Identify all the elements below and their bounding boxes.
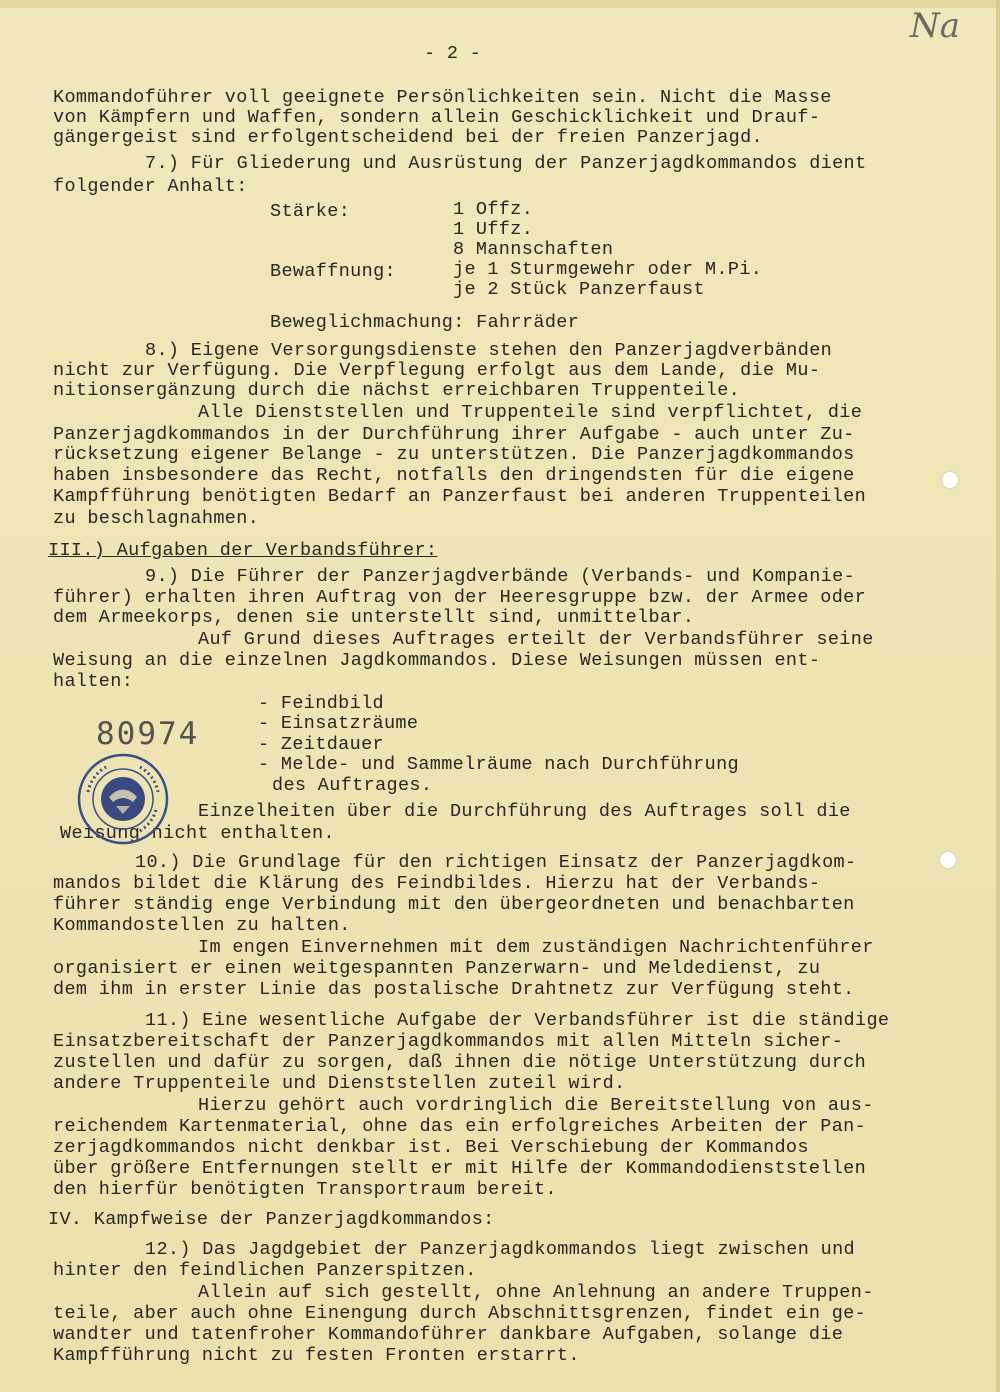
text-line: zu beschlagnahmen. — [53, 508, 260, 529]
list-item: - Zeitdauer — [258, 734, 384, 755]
text-line: führer) erhalten ihren Auftrag von der Heeresgruppe bzw. der Armee oder — [53, 587, 867, 608]
text-line: zustellen und dafür zu sorgen, daß ihnen die nötige Unterstützung durch — [53, 1052, 867, 1073]
section-heading: IV. Kampfweise der Panzerjagdkommandos: — [48, 1209, 495, 1230]
text-line: führer ständig enge Verbindung mit den übergeordneten und benachbarten — [53, 894, 855, 915]
text-line: Alle Dienststellen und Truppenteile sind verpflichtet, die — [198, 402, 863, 423]
text-line: Kommandostellen zu halten. — [53, 915, 351, 936]
text-line: Beweglichmachung: Fahrräder — [270, 312, 580, 333]
text-line: den hierfür benötigten Transportraum bereit. — [53, 1179, 557, 1200]
text-line: Kampfführung nicht zu festen Fronten erstarrt. — [53, 1345, 580, 1366]
text-line: Stärke: — [270, 201, 351, 222]
text-line: Einsatzbereitschaft der Panzerjagdkommandos mit allen Mitteln sicher- — [53, 1031, 844, 1052]
text-line: Bewaffnung: — [270, 261, 396, 282]
text-line: Hierzu gehört auch vordringlich die Bereitstellung von aus- — [198, 1095, 874, 1116]
text-line: folgender Anhalt: — [53, 176, 248, 197]
text-line: Panzerjagdkommandos in der Durchführung ihrer Aufgabe - auch unter Zu- — [53, 424, 855, 445]
text-line: nitionsergänzung durch die nächst erreichbaren Truppenteile. — [53, 380, 741, 401]
text-line: 11.) Eine wesentliche Aufgabe der Verbandsführer ist die ständige — [145, 1010, 890, 1031]
text-line: 10.) Die Grundlage für den richtigen Einsatz der Panzerjagdkom- — [135, 852, 857, 873]
text-line: wandter und tatenfroher Kommandoführer dankbare Aufgaben, solange die — [53, 1324, 844, 1345]
text-line: organisiert er einen weitgespannten Panzerwarn- und Meldedienst, zu — [53, 958, 821, 979]
section-heading: III.) Aufgaben der Verbandsführer: — [48, 540, 438, 561]
text-line: hinter den feindlichen Panzerspitzen. — [53, 1260, 477, 1281]
official-seal-stamp — [76, 752, 170, 846]
text-line: Kampfführung benötigten Bedarf an Panzerfaust bei anderen Truppenteilen — [53, 486, 867, 507]
text-line: je 1 Sturmgewehr oder M.Pi. — [453, 259, 763, 280]
text-line: mandos bildet die Klärung des Feindbildes. Hierzu hat der Verbands- — [53, 873, 821, 894]
text-line: 8 Mannschaften — [453, 239, 614, 260]
text-line: dem Armeekorps, denen sie unterstellt sind, unmittelbar. — [53, 607, 695, 628]
text-line: 1 Offz. — [453, 199, 534, 220]
text-line: 1 Uffz. — [453, 219, 534, 240]
text-line: halten: — [53, 671, 134, 692]
text-line: dem ihm in erster Linie das postalische Drahtnetz zur Verfügung steht. — [53, 979, 855, 1000]
text-line: Allein auf sich gestellt, ohne Anlehnung an andere Truppen- — [198, 1282, 874, 1303]
text-line: teile, aber auch ohne Einengung durch Abschnittsgrenzen, findet ein ge- — [53, 1303, 867, 1324]
paper-edge-right — [996, 0, 1000, 1392]
text-line: von Kämpfern und Waffen, sondern allein Geschicklichkeit und Drauf- — [53, 107, 821, 128]
text-line: Kommandoführer voll geeignete Persönlichkeiten sein. Nicht die Masse — [53, 87, 832, 108]
text-line: haben insbesondere das Recht, notfalls den dringendsten für die eigene — [53, 465, 855, 486]
text-line: Im engen Einvernehmen mit dem zuständigen Nachrichtenführer — [198, 937, 874, 958]
paper-edge-top — [0, 0, 1000, 8]
text-line: je 2 Stück Panzerfaust — [453, 279, 705, 300]
handwritten-mark: Na — [909, 6, 960, 46]
text-line: Auf Grund dieses Auftrages erteilt der Verbandsführer seine — [198, 629, 874, 650]
text-line: gängergeist sind erfolgentscheidend bei der freien Panzerjagd. — [53, 127, 764, 148]
punch-hole-bottom — [940, 852, 956, 868]
text-line: 8.) Eigene Versorgungsdienste stehen den Panzerjagdverbänden — [145, 340, 833, 361]
text-line: 9.) Die Führer der Panzerjagdverbände (Verbands- und Kompanie- — [145, 566, 856, 587]
text-line: nicht zur Verfügung. Die Verpflegung erfolgt aus dem Lande, die Mu- — [53, 360, 821, 381]
text-line: andere Truppenteile und Dienststellen zuteil wird. — [53, 1073, 626, 1094]
text-line: Weisung an die einzelnen Jagdkommandos. Diese Weisungen müssen ent- — [53, 650, 821, 671]
list-item: - Einsatzräume — [258, 713, 419, 734]
text-line: rücksetzung eigener Belange - zu unterstützen. Die Panzerjagdkommandos — [53, 444, 855, 465]
list-item: - Melde- und Sammelräume nach Durchführung — [258, 754, 739, 775]
list-item-continued: des Auftrages. — [272, 775, 433, 796]
list-item: - Feindbild — [258, 693, 384, 714]
archive-number-stamp: 80974 — [96, 716, 200, 752]
text-line: zerjagdkommandos nicht denkbar ist. Bei Verschiebung der Kommandos — [53, 1137, 809, 1158]
text-line: 7.) Für Gliederung und Ausrüstung der Panzerjagdkommandos dient — [145, 153, 867, 174]
text-line: reichendem Kartenmaterial, ohne das ein erfolgreiches Arbeiten der Pan- — [53, 1116, 867, 1137]
page-number: - 2 - — [424, 43, 482, 64]
text-line: 12.) Das Jagdgebiet der Panzerjagdkommandos liegt zwischen und — [145, 1239, 856, 1260]
text-line: Weisung nicht enthalten. — [60, 823, 335, 844]
punch-hole-top — [942, 472, 958, 488]
text-line: über größere Entfernungen stellt er mit Hilfe der Kommandodienststellen — [53, 1158, 867, 1179]
text-line: Einzelheiten über die Durchführung des Auftrages soll die — [198, 801, 851, 822]
